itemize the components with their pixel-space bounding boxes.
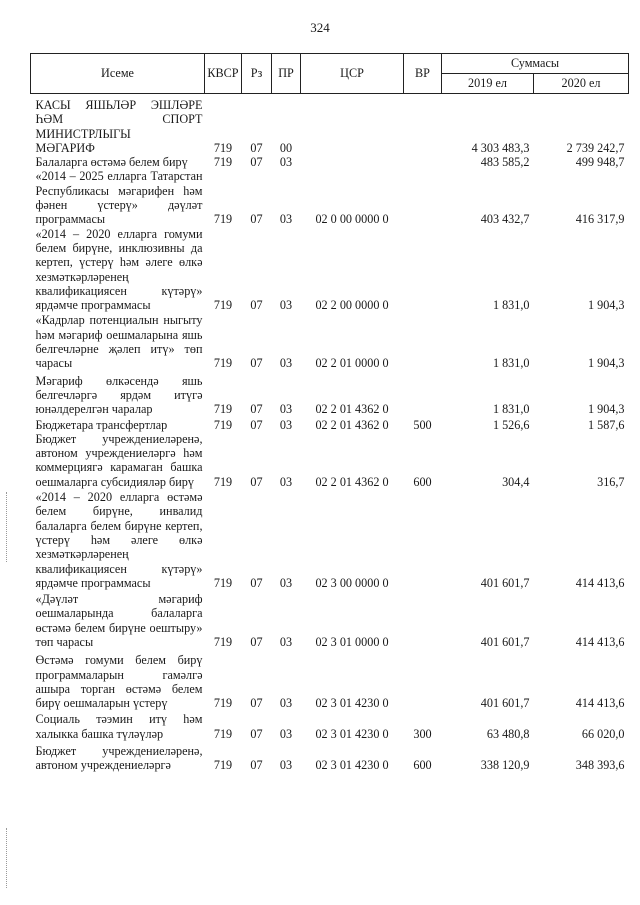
row-rz: 07 xyxy=(250,402,263,417)
row-sum-2020: 414 413,6 xyxy=(575,575,625,590)
row-sum-2020: 1 904,3 xyxy=(587,356,625,371)
row-sum-2019: 1 831,0 xyxy=(492,402,530,417)
row-kvsr: 719 xyxy=(213,212,233,227)
row-pr: 00 xyxy=(279,140,293,155)
row-csr: 02 3 01 0000 0 xyxy=(315,634,389,649)
table-row xyxy=(31,590,629,649)
row-rz: 07 xyxy=(250,634,263,649)
row-name: КАСЫ ЯШЬЛӘР ЭШЛӘРЕ ҺӘМ СПОРТ МИНИСТРЛЫГЫ xyxy=(35,98,203,141)
row-name: Мәгариф өлкәсендә яшь белгечләргә ярдәм итүгә юнәлдерелгән чаралар xyxy=(35,373,203,417)
row-kvsr: 719 xyxy=(213,726,233,741)
row-sum-2019: 338 120,9 xyxy=(480,758,530,773)
row-name: МӘГАРИФ xyxy=(35,140,95,155)
row-rz: 07 xyxy=(250,696,263,711)
row-vr: 600 xyxy=(413,474,432,489)
row-kvsr: 719 xyxy=(213,575,233,590)
row-pr: 03 xyxy=(279,402,293,417)
row-csr: 02 0 00 0000 0 xyxy=(315,212,389,227)
row-name: «2014 – 2020 елларга гомуми белем бирүне, инклюзивны да кертеп, үстерү һәм әлеге өлкә хезмәткәрләренең квалификациясен күтәрү» ярдәмче программасы xyxy=(35,226,203,313)
budget-table xyxy=(30,53,629,773)
margin-dotted-line-lower xyxy=(6,828,8,888)
row-pr: 03 xyxy=(279,417,293,432)
row-kvsr: 719 xyxy=(213,696,233,711)
row-csr xyxy=(301,155,404,169)
table-row xyxy=(31,227,629,313)
table-row xyxy=(31,155,629,169)
row-name: Бюджетара трансфертлар xyxy=(35,417,168,432)
row-vr xyxy=(404,227,442,313)
row-rz: 07 xyxy=(250,298,263,313)
row-pr: 03 xyxy=(279,298,293,313)
row-rz: 07 xyxy=(250,140,263,155)
row-rz: 07 xyxy=(250,155,263,170)
table-row xyxy=(31,741,629,773)
row-rz: 07 xyxy=(250,575,263,590)
row-sum-2020: 2 739 242,7 xyxy=(566,140,625,155)
row-sum-2019: 401 601,7 xyxy=(480,575,530,590)
row-sum-2019: 401 601,7 xyxy=(480,634,530,649)
table-row xyxy=(31,169,629,226)
row-sum-2019: 63 480,8 xyxy=(486,726,530,741)
row-csr xyxy=(301,94,404,141)
row-pr: 03 xyxy=(279,356,293,371)
header-year-2020: 2020 ел xyxy=(534,74,629,94)
row-csr: 02 2 01 4362 0 xyxy=(315,474,389,489)
row-vr xyxy=(404,312,442,370)
row-sum-2019: 1 831,0 xyxy=(492,298,530,313)
header-sums: Суммасы xyxy=(442,54,629,74)
row-kvsr xyxy=(205,94,242,141)
row-sum-2020: 316,7 xyxy=(597,474,625,489)
table-row xyxy=(31,312,629,370)
row-csr: 02 3 01 4230 0 xyxy=(315,726,389,741)
table-row xyxy=(31,489,629,590)
table-row xyxy=(31,371,629,417)
header-pr: ПР xyxy=(272,54,301,94)
row-sum-2020: 416 317,9 xyxy=(575,212,625,227)
row-pr: 03 xyxy=(279,155,293,170)
row-csr: 02 2 01 0000 0 xyxy=(315,356,389,371)
row-sum-2020: 1 904,3 xyxy=(587,298,625,313)
row-csr: 02 2 00 0000 0 xyxy=(315,298,389,313)
table-row xyxy=(31,432,629,489)
table-row xyxy=(31,141,629,155)
table-row xyxy=(31,710,629,741)
row-kvsr: 719 xyxy=(213,417,233,432)
header-name: Исеме xyxy=(31,54,205,94)
row-kvsr: 719 xyxy=(213,402,233,417)
row-vr: 600 xyxy=(413,758,432,773)
row-kvsr: 719 xyxy=(213,155,233,170)
row-kvsr: 719 xyxy=(213,634,233,649)
row-rz: 07 xyxy=(250,417,263,432)
row-name: Өстәмә гомуми белем бирү программаларын гамәлгә ашыра торган өстәмә белем бирү оешмаларын үстерү xyxy=(35,653,203,711)
row-sum-2020: 348 393,6 xyxy=(575,758,625,773)
row-name: Социаль тәэмин итү һәм халыкка башка түләүләр xyxy=(35,712,203,741)
row-vr: 500 xyxy=(413,417,432,432)
row-name: Балаларга өстәмә белем бирү xyxy=(35,155,188,170)
page-number: 324 xyxy=(310,20,330,35)
row-name: «2014 – 2025 елларга Татарстан Республикасы мәгарифен һәм фәнен үстерү» дәүләт программасы xyxy=(35,169,203,227)
row-vr xyxy=(404,371,442,417)
row-pr: 03 xyxy=(279,696,293,711)
row-vr xyxy=(404,649,442,710)
row-csr: 02 2 01 4362 0 xyxy=(315,417,389,432)
row-name: «Кадрлар потенциалын ныгыту һәм мәгариф оешмаларына яшь белгечләрне җәлеп итү» төп чарасы xyxy=(35,313,203,371)
table-row xyxy=(31,417,629,432)
row-rz xyxy=(242,94,272,141)
row-sum-2019: 403 432,7 xyxy=(480,212,530,227)
row-rz: 07 xyxy=(250,474,263,489)
row-sum-2019: 401 601,7 xyxy=(480,696,530,711)
header-year-2019: 2019 ел xyxy=(442,74,534,94)
row-sum-2020 xyxy=(534,94,629,141)
table-row xyxy=(31,94,629,141)
row-sum-2019: 4 303 483,3 xyxy=(471,140,530,155)
row-csr: 02 2 01 4362 0 xyxy=(315,402,389,417)
table-row xyxy=(31,649,629,710)
row-name: «2014 – 2020 елларга өстәмә белем бирүне, инвалид балаларга белем бирүне кертеп, үстерү һәм әлеге өлкә хезмәткәрләренең квалификациясен күтәрү» ярдәмче программасы xyxy=(35,490,203,590)
row-pr: 03 xyxy=(279,212,293,227)
row-kvsr: 719 xyxy=(213,356,233,371)
table-body xyxy=(31,94,629,773)
row-sum-2020: 1 587,6 xyxy=(587,417,625,432)
row-kvsr: 719 xyxy=(213,298,233,313)
row-csr xyxy=(301,141,404,155)
row-csr: 02 3 00 0000 0 xyxy=(315,575,389,590)
margin-dotted-line xyxy=(6,492,8,562)
row-pr: 03 xyxy=(279,575,293,590)
row-pr: 03 xyxy=(279,726,293,741)
header-vr: ВР xyxy=(404,54,442,94)
row-kvsr: 719 xyxy=(213,474,233,489)
row-vr xyxy=(404,141,442,155)
header-rz: Рз xyxy=(242,54,272,94)
row-sum-2019 xyxy=(442,94,534,141)
row-name: Бюджет учреждениеләренә, автоном учреждениеләргә xyxy=(35,744,203,773)
row-kvsr: 719 xyxy=(213,758,233,773)
row-sum-2020: 414 413,6 xyxy=(575,696,625,711)
row-kvsr: 719 xyxy=(213,140,233,155)
row-sum-2020: 499 948,7 xyxy=(575,155,625,170)
header-kvsr: КВСР xyxy=(205,54,242,94)
header-csr: ЦСР xyxy=(301,54,404,94)
row-sum-2019: 483 585,2 xyxy=(480,155,530,170)
row-vr xyxy=(404,169,442,226)
row-vr xyxy=(404,155,442,169)
row-pr: 03 xyxy=(279,634,293,649)
row-name: «Дәүләт мәгариф оешмаларында балаларга өстәмә белем бирүне оештыру» төп чарасы xyxy=(35,592,203,649)
row-csr: 02 3 01 4230 0 xyxy=(315,696,389,711)
row-vr xyxy=(404,590,442,649)
row-sum-2020: 1 904,3 xyxy=(587,402,625,417)
row-rz: 07 xyxy=(250,212,263,227)
row-rz: 07 xyxy=(250,356,263,371)
row-csr: 02 3 01 4230 0 xyxy=(315,758,389,773)
row-rz: 07 xyxy=(250,758,263,773)
row-pr: 03 xyxy=(279,758,293,773)
row-pr xyxy=(272,94,301,141)
row-pr: 03 xyxy=(279,474,293,489)
row-sum-2019: 1 526,6 xyxy=(492,417,530,432)
row-vr: 300 xyxy=(413,726,432,741)
row-sum-2020: 66 020,0 xyxy=(581,726,625,741)
row-vr xyxy=(404,94,442,141)
row-sum-2019: 1 831,0 xyxy=(492,356,530,371)
row-rz: 07 xyxy=(250,726,263,741)
row-sum-2020: 414 413,6 xyxy=(575,634,625,649)
row-vr xyxy=(404,489,442,590)
row-name: Бюджет учреждениеләренә, автоном учреждениеләргә һәм коммерциягә карамаган башка оешмаларга субсидияләр бирү xyxy=(35,431,203,489)
row-sum-2019: 304,4 xyxy=(502,474,530,489)
